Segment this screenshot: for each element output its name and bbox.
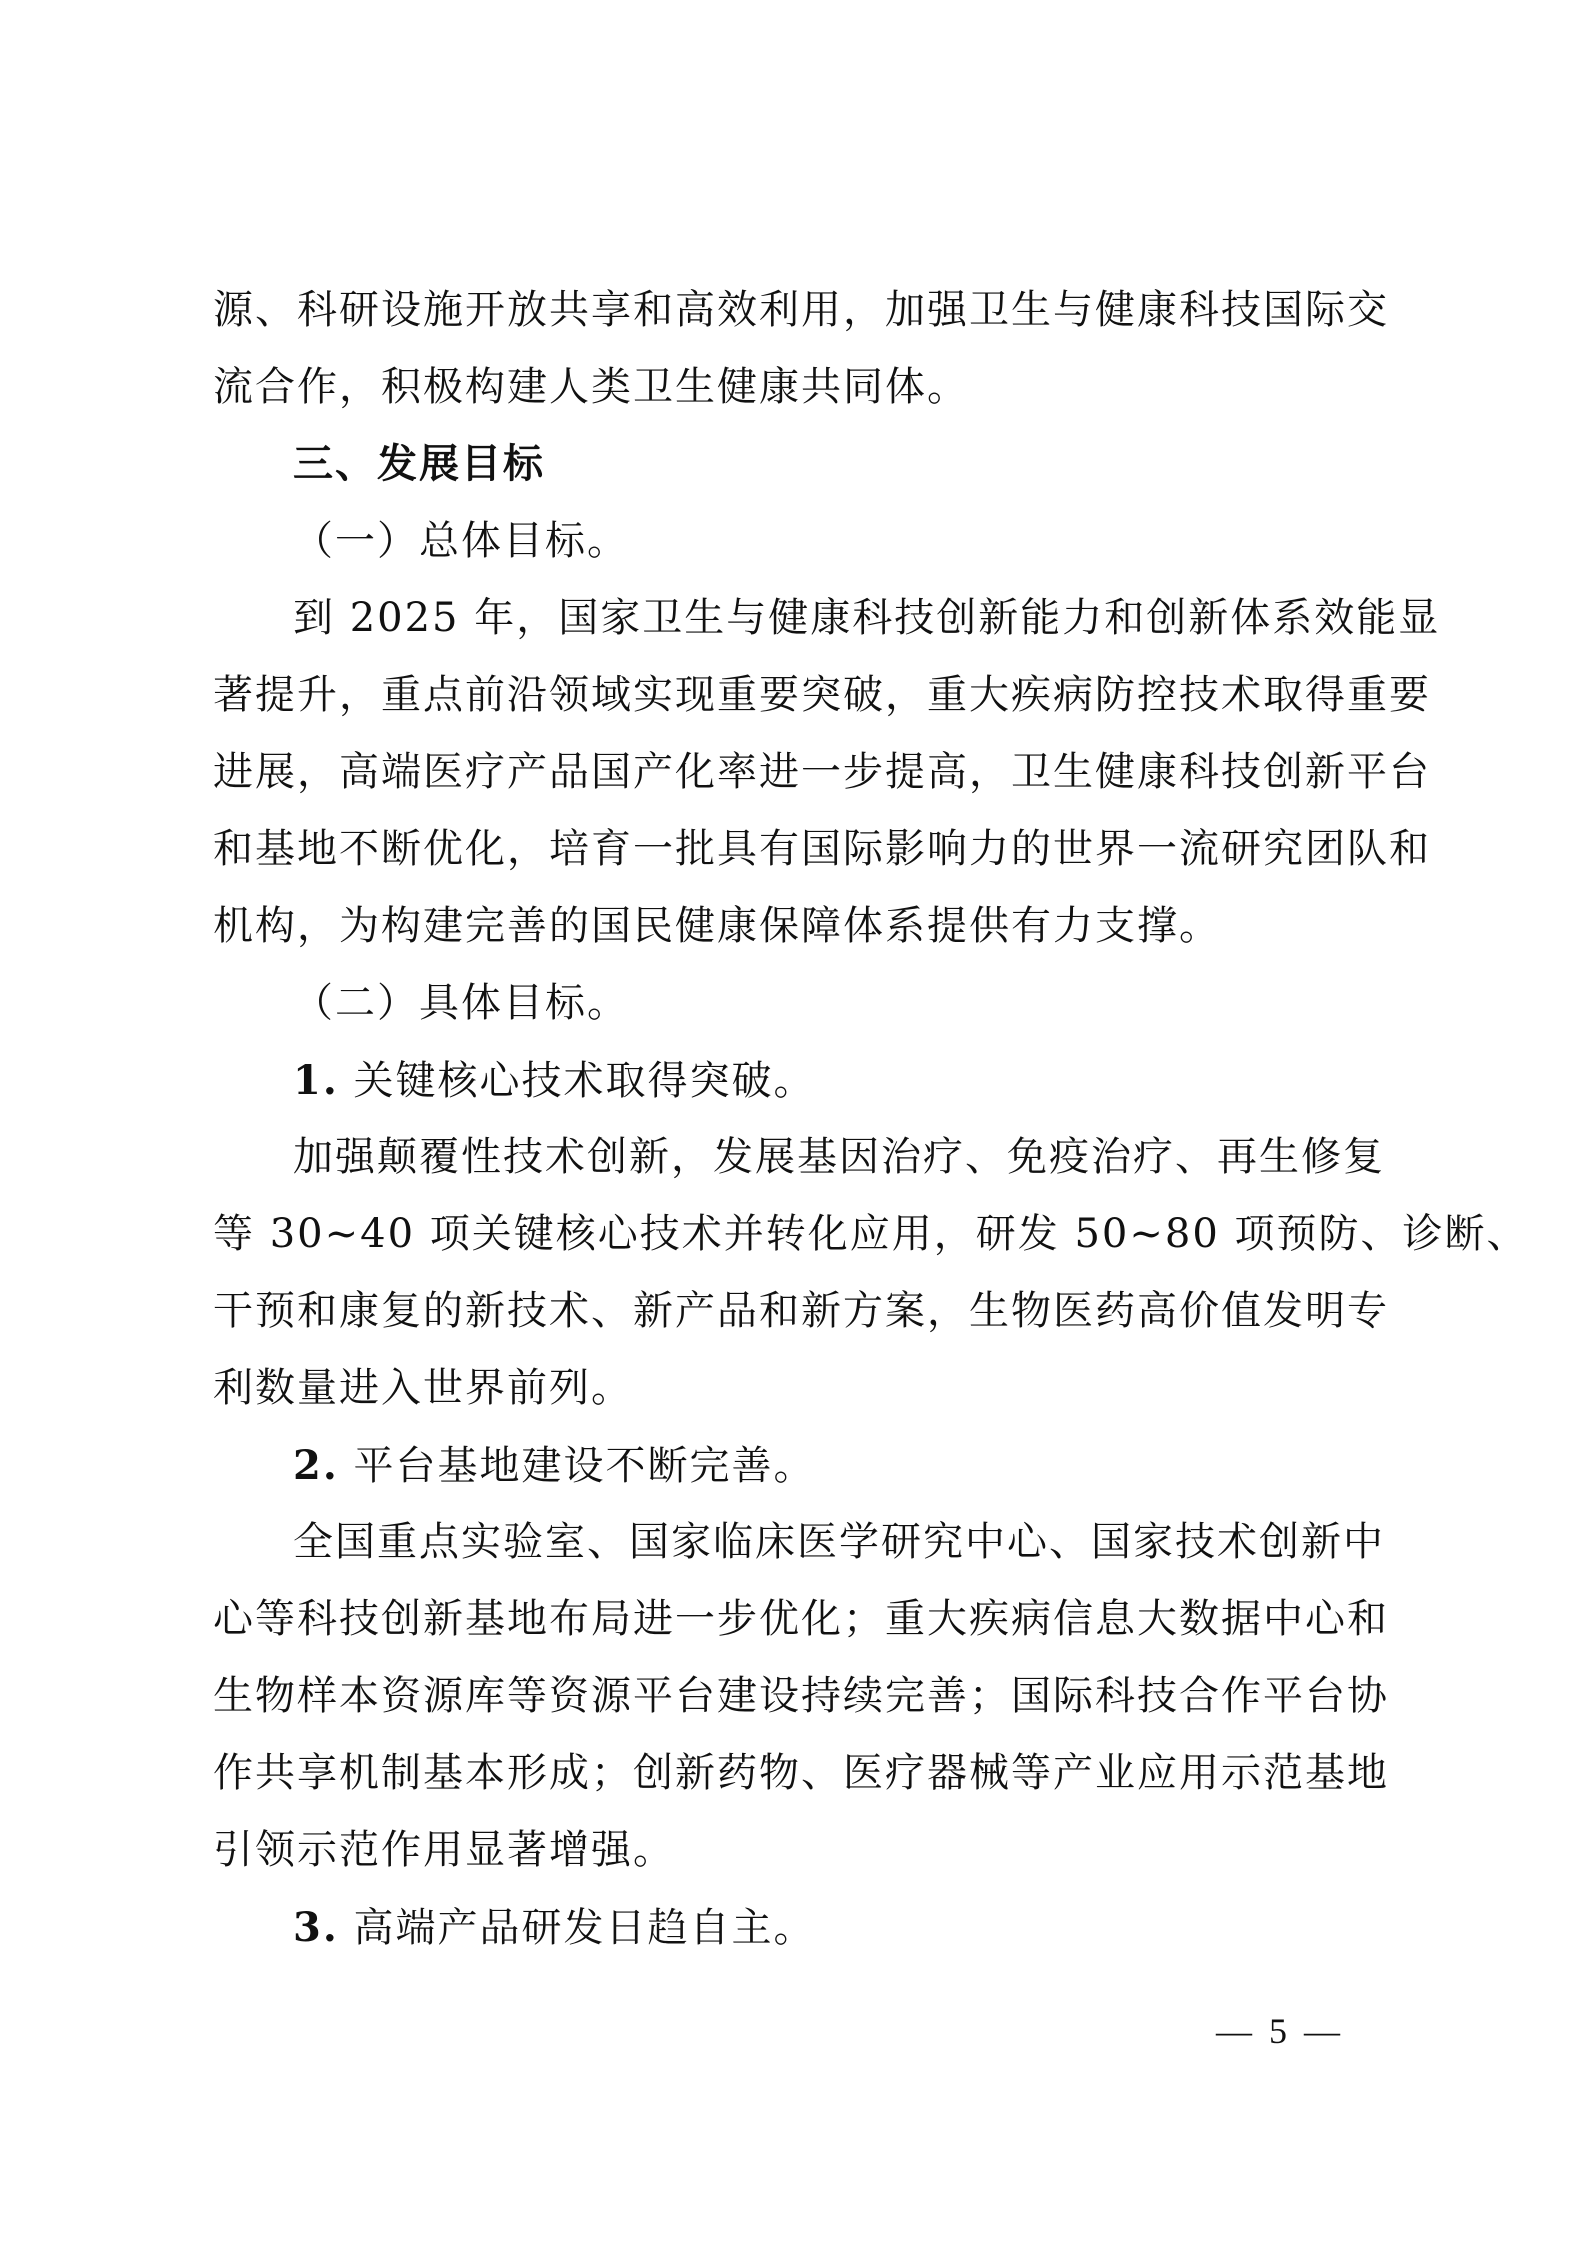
text-line: 生物样本资源库等资源平台建设持续完善；国际科技合作平台协 <box>213 1673 1389 1719</box>
text-line: 加强颠覆性技术创新，发展基因治疗、免疫治疗、再生修复 <box>293 1134 1385 1180</box>
text-line: 进展，高端医疗产品国产化率进一步提高，卫生健康科技创新平台 <box>213 749 1431 795</box>
item-number: 2. <box>293 1442 339 1489</box>
item-number: 1. <box>293 1057 339 1104</box>
text-line: 到 2025 年，国家卫生与健康科技创新能力和创新体系效能显 <box>293 595 1441 641</box>
text-line: 著提升，重点前沿领域实现重要突破，重大疾病防控技术取得重要 <box>213 672 1431 718</box>
item-title: 平台基地建设不断完善。 <box>353 1443 816 1489</box>
text-line: 机构，为构建完善的国民健康保障体系提供有力支撑。 <box>213 903 1221 949</box>
item-heading <box>213 1427 1378 1504</box>
text-line: 和基地不断优化，培育一批具有国际影响力的世界一流研究团队和 <box>213 826 1431 872</box>
item-title: 关键核心技术取得突破。 <box>353 1058 816 1104</box>
text-line: 全国重点实验室、国家临床医学研究中心、国家技术创新中 <box>293 1519 1385 1565</box>
text-line: 利数量进入世界前列。 <box>213 1365 633 1411</box>
text-line: 等 30~40 项关键核心技术并转化应用，研发 50~80 项预防、诊断、 <box>213 1211 1529 1257</box>
subsection-heading: （一）总体目标。 <box>293 518 629 564</box>
document-body <box>213 272 1529 1966</box>
item-number: 3. <box>293 1904 339 1951</box>
text-line: 流合作，积极构建人类卫生健康共同体。 <box>213 364 969 410</box>
text-line: 引领示范作用显著增强。 <box>213 1827 675 1873</box>
text-line: 作共享机制基本形成；创新药物、医疗器械等产业应用示范基地 <box>213 1750 1389 1796</box>
subsection-heading: （二）具体目标。 <box>293 980 629 1026</box>
text-line: 源、科研设施开放共享和高效利用，加强卫生与健康科技国际交 <box>213 287 1389 333</box>
section-heading: 三、发展目标 <box>293 441 545 487</box>
text-line: 心等科技创新基地布局进一步优化；重大疾病信息大数据中心和 <box>213 1596 1389 1642</box>
text-line: 干预和康复的新技术、新产品和新方案，生物医药高价值发明专 <box>213 1288 1389 1334</box>
item-heading <box>213 1042 1378 1119</box>
item-heading <box>213 1889 1378 1966</box>
item-title: 高端产品研发日趋自主。 <box>353 1905 816 1951</box>
page-number: — 5 — <box>1216 2011 1344 2051</box>
